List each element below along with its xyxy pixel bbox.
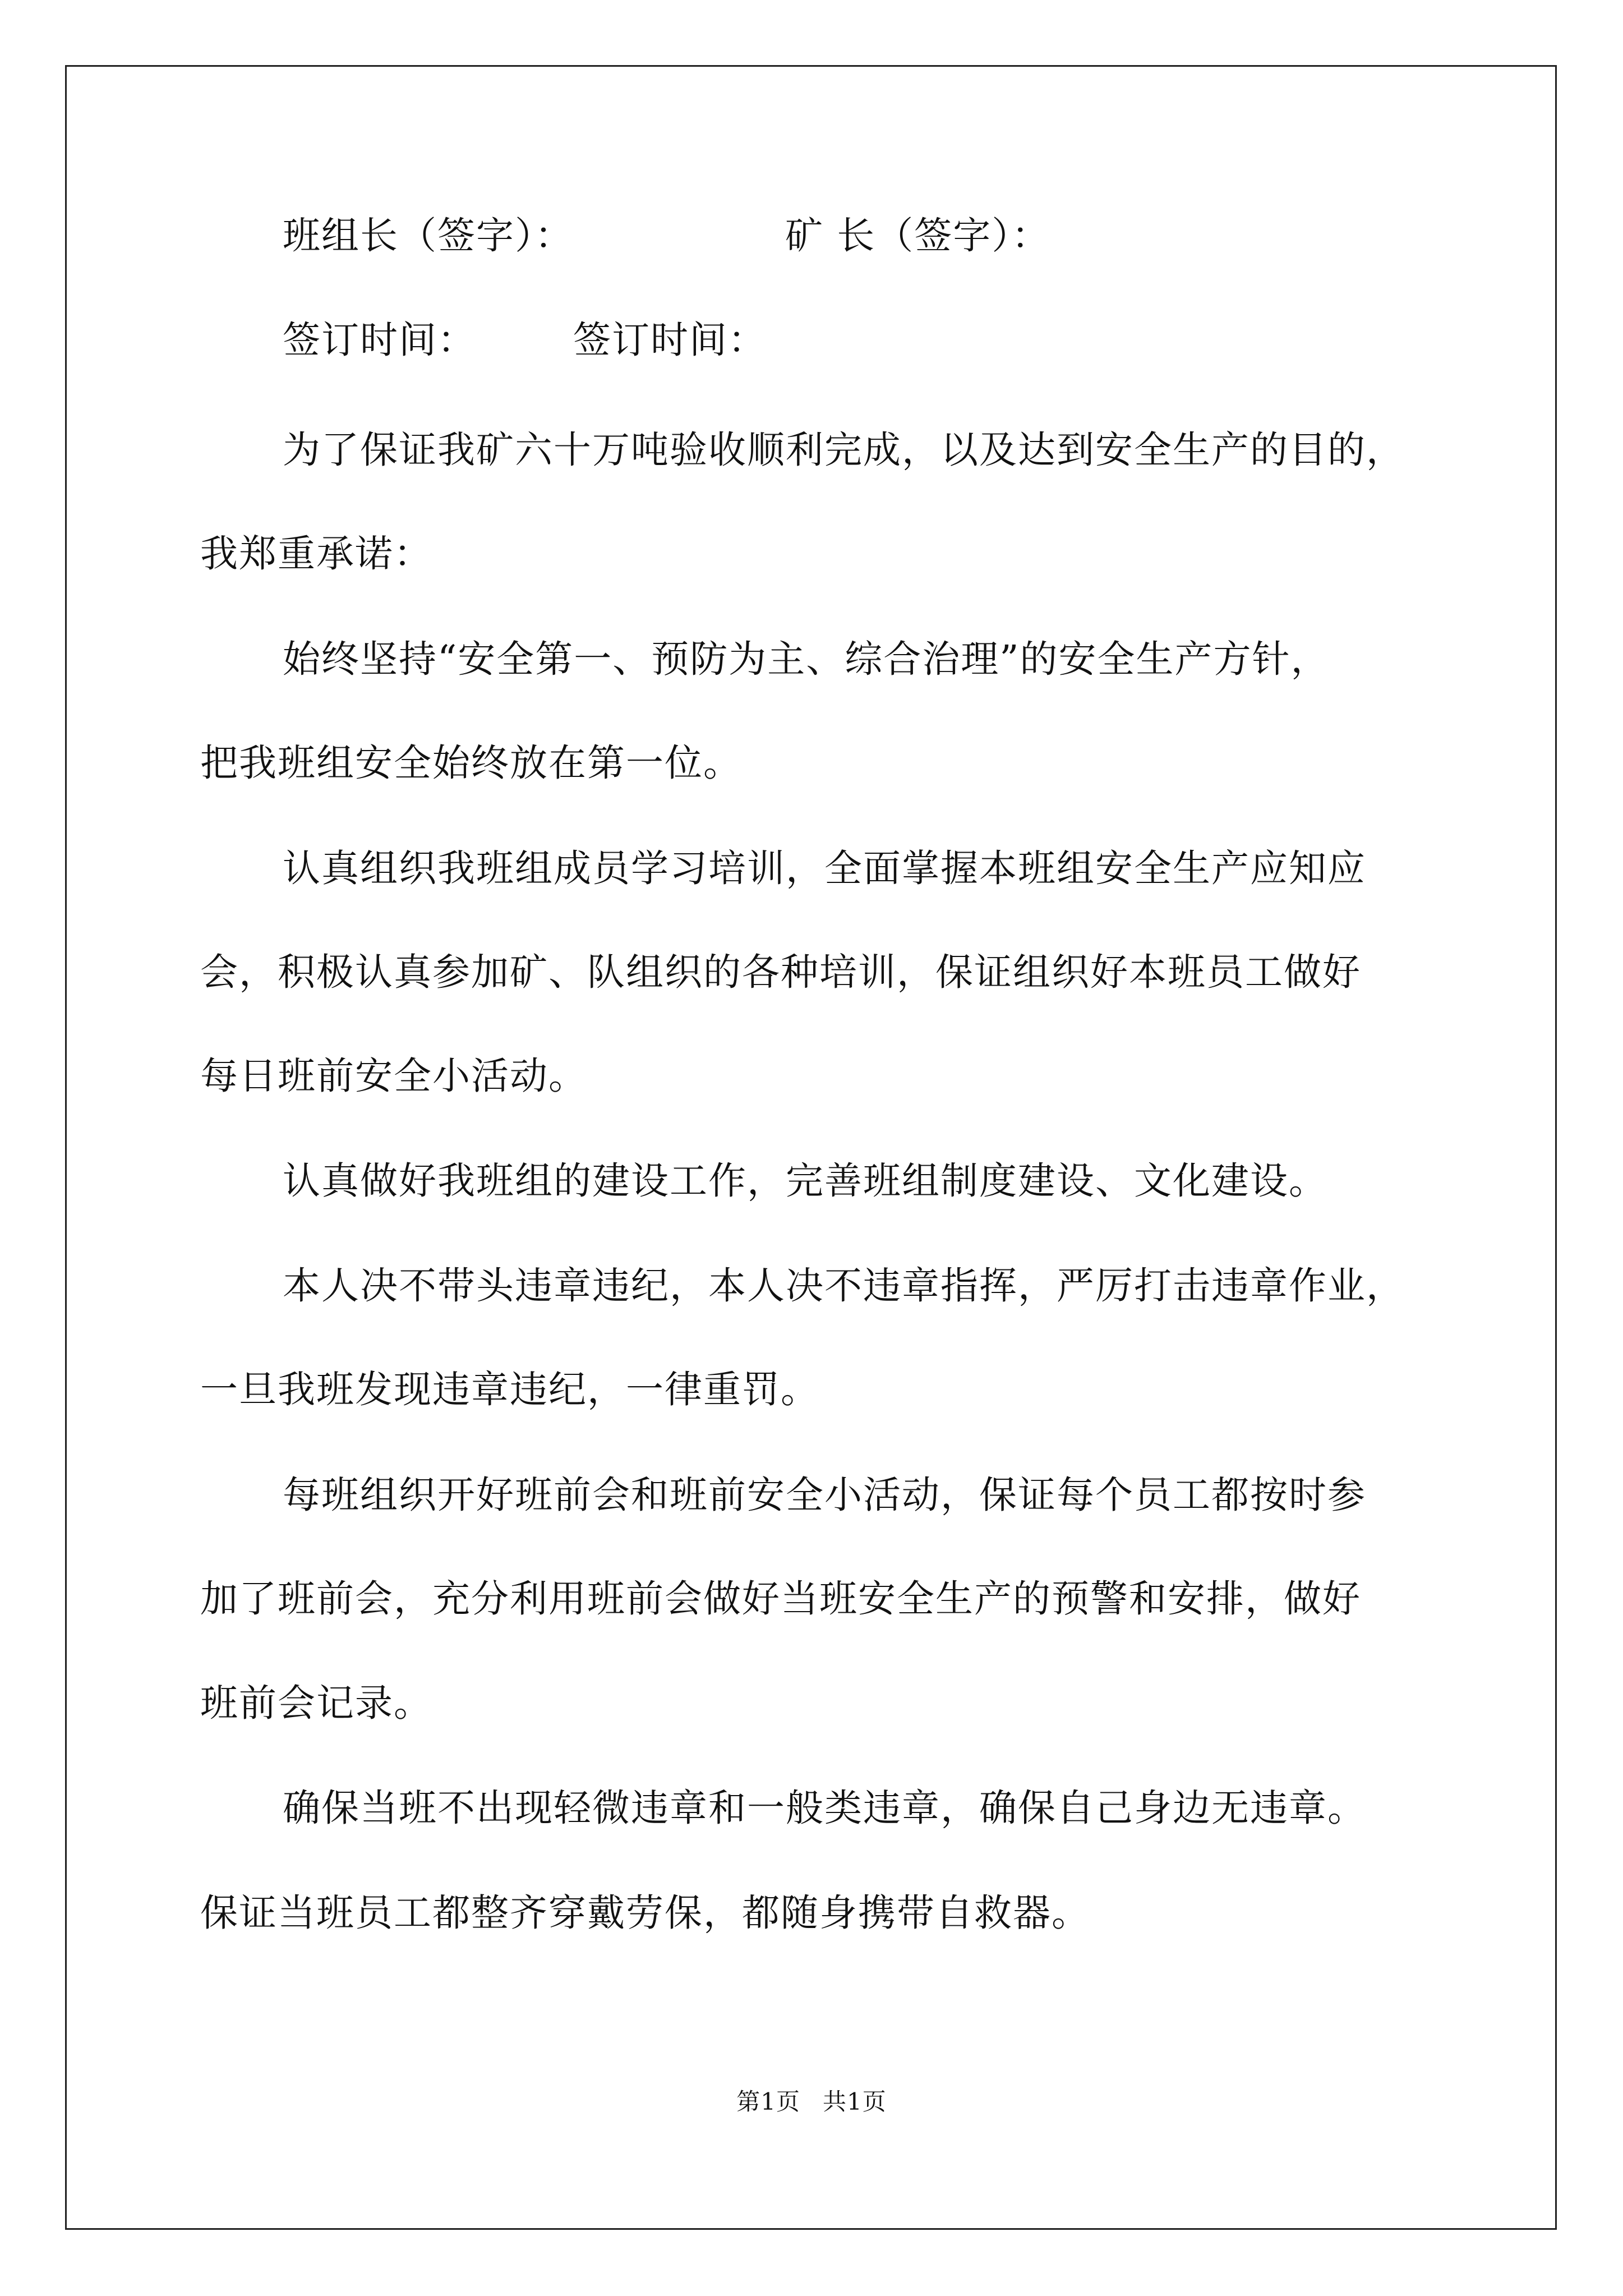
paragraph-line: 加了班前会，充分利用班前会做好当班安全生产的预警和安排，做好 xyxy=(200,1577,1361,1621)
paragraph-line: 确保当班不出现轻微违章和一般类违章，确保自己身边无违章。 xyxy=(283,1786,1366,1830)
paragraph-line: 保证当班员工都整齐穿戴劳保，都随身携带自救器。 xyxy=(200,1891,1090,1935)
page-number-current: 第1页 xyxy=(736,2088,800,2115)
sign-date-label-left: 签订时间： xyxy=(283,318,476,362)
page-footer xyxy=(0,2088,1623,2116)
paragraph-line: 本人决不带头违章违纪，本人决不违章指挥，严厉打击违章作业， xyxy=(283,1264,1405,1308)
sign-date-label-right: 签订时间： xyxy=(573,318,767,362)
mine-director-signature-label: 矿 长（签字）： xyxy=(785,214,1050,257)
team-leader-signature-label: 班组长（签字）： xyxy=(283,214,574,257)
paragraph-line: 一旦我班发现违章违纪，一律重罚。 xyxy=(200,1368,819,1411)
paragraph-line: 认真做好我班组的建设工作，完善班组制度建设、文化建设。 xyxy=(283,1159,1327,1203)
paragraph-line: 班前会记录。 xyxy=(200,1681,432,1725)
paragraph-line: 为了保证我矿六十万吨验收顺利完成，以及达到安全生产的目的， xyxy=(283,428,1405,472)
paragraph-line: 每班组织开好班前会和班前安全小活动，保证每个员工都按时参 xyxy=(283,1473,1366,1517)
paragraph-line: 会，积极认真参加矿、队组织的各种培训，保证组织好本班员工做好 xyxy=(200,950,1361,994)
paragraph-line: 认真组织我班组成员学习培训，全面掌握本班组安全生产应知应 xyxy=(283,846,1366,890)
paragraph-line: 我郑重承诺： xyxy=(200,532,432,576)
page-number-total: 共1页 xyxy=(823,2088,887,2115)
paragraph-line: 始终坚持“安全第一、预防为主、综合治理”的安全生产方针， xyxy=(283,637,1330,681)
paragraph-line: 把我班组安全始终放在第一位。 xyxy=(200,741,742,785)
paragraph-line: 每日班前安全小活动。 xyxy=(200,1054,587,1098)
